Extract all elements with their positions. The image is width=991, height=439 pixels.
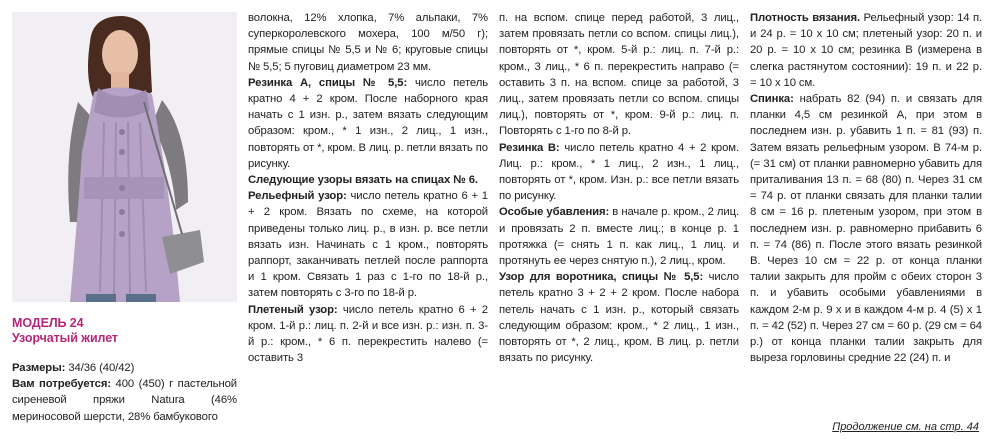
- gauge-paragraph: [750, 10, 982, 91]
- decreases-text: в начале р. кром., 2 лиц. и провязать 2 п. вместе лиц.; в конце р. 1 протяжка (= снять 1 п. как лиц., 1 лиц. и протянуть ее через снятую п.), 2 лиц., кром.: [499, 206, 739, 268]
- decreases-paragraph: [499, 204, 739, 269]
- column-1: [12, 316, 237, 425]
- rib-a-text: число петель кратно 4 + 2 кром. После наборного края начать с 1 изн. р., затем вязать следующим образом: кром., * 1 изн., 2 лиц., 1 изн., повторять от *, кром. В лиц. р. петли вязать по рисунку.: [248, 76, 488, 170]
- relief-text: число петель кратно 6 + 1 + 2 кром. Вязать по схеме, на которой приведены только лиц. р., в изн. р. все петли вязать изн. Начинать с 1 кром., повторять раппорт, заканчивать петлей после раппорта и 1 кром. Связать 1 раз с 1-го по 18-й р., затем повторять с 3-го по 18-й р.: [248, 190, 488, 300]
- rib-a-label: Резинка А, спицы № 5,5:: [248, 76, 408, 89]
- gauge-label: Плотность вязания.: [750, 12, 861, 24]
- column-4: [750, 10, 982, 366]
- collar-text: число петель кратно 3 + 2 + 2 кром. После набора петель начать с 1 изн. р., который связать следующим образом: кром., * 2 лиц., 1 изн., повторять от *, 2 лиц., кром. В лиц. р. петли вязать по рисунку.: [499, 271, 739, 365]
- collar-label: Узор для воротника, спицы № 5,5:: [499, 271, 704, 284]
- sizes-label: Размеры:: [12, 362, 66, 374]
- gauge-text: Рельефный узор: 14 п. и 24 р. = 10 x 10 см; плетеный узор: 20 п. и 20 р. = 10 x 10 см; резинка В (измерена в слегка растянутом состоянии): 19 п. и 22 р. = 10 x 10 см.: [750, 12, 982, 89]
- decreases-label: Особые убавления:: [499, 206, 610, 219]
- next-patterns-label: Следующие узоры вязать на спицах № 6.: [248, 174, 478, 187]
- braid-continued: п. на вспом. спице перед работой, 3 лиц., затем провязать петли со вспом. спицы лиц.), повторять от *, кром. 5-й р.: лиц. п. 7-й р.: кром., 3 лиц., * 6 п. перекрестить направо (= оставить 3 п. на вспом. спице за работой, 3 лиц., затем провязать петли со вспом. спицы лиц.), повторять от *, кром. 9-й р.: лиц. п. Повторять с 1-го по 8-й р.: [499, 12, 739, 138]
- rib-b-label: Резинка В:: [499, 141, 560, 154]
- model-photo: [12, 12, 237, 302]
- collar-paragraph: [499, 269, 739, 366]
- rib-a-paragraph: [248, 75, 488, 172]
- braid-text: число петель кратно 6 + 2 кром. 1-й р.: лиц. п. 2-й и все изн. р.: изн. п. 3-й р.: кром., * 6 п. перекрестить налево (= оставить 3: [248, 303, 488, 365]
- back-paragraph: [750, 91, 982, 366]
- column-3: [499, 10, 739, 366]
- relief-label: Рельефный узор:: [248, 190, 347, 203]
- braid-paragraph: [248, 302, 488, 367]
- model-photo-illustration: [12, 12, 237, 302]
- continued-link[interactable]: Продолжение см. на стр. 44: [832, 421, 979, 433]
- model-title: МОДЕЛЬ 24: [12, 316, 84, 330]
- rib-b-text: число петель кратно 4 + 2 кром. Лиц. р.: кром., * 1 лиц., 2 изн., 1 лиц., повторять от *, кром. Изн. р.: все петли вязать по рисунку.: [499, 141, 739, 203]
- materials-paragraph: [12, 376, 237, 425]
- materials-label: Вам потребуется:: [12, 378, 111, 391]
- relief-paragraph: [248, 188, 488, 301]
- back-label: Спинка:: [750, 93, 794, 106]
- sizes-value: 34/36 (40/42): [65, 362, 135, 374]
- sizes-paragraph: [12, 360, 237, 376]
- next-patterns-paragraph: [248, 172, 488, 188]
- column-2: [248, 10, 488, 366]
- materials-continued: волокна, 12% хлопка, 7% альпаки, 7% суперкоролевского мохера, 100 м/50 г); прямые спицы № 5,5 и № 6; круговые спицы № 5,5; 5 пуговиц диаметром 23 мм.: [248, 12, 488, 73]
- braid-label: Плетеный узор:: [248, 303, 338, 316]
- back-text: набрать 82 (94) п. и связать для планки 4,5 см резинкой А, при этом в последнем изн. р. убавить 1 п. = 81 (93) п. Затем вязать рельефным узором. В 74-м р. (= 31 см) от планки равномерно убавить для приталивания 13 п. = 68 (80) п. Через 31 см = 74 р. от планки связать для планки талии 8 см = 16 р. плетеным узором, при этом в последнем изн. р. равномерно прибавить 6 п. = 74 (86) п. После этого вязать резинкой В. Через 10 см = 22 р. от конца планки талии закрыть для пройм с обеих сторон 3 п. и убавить особыми убавлениями в каждом 2-м р. 9 x и в каждом 4-м р. 4 (5) x 1 п. = 42 (52) п. Через 27 см = 60 р. (29 см = 64 р.) от конца планки талии закрыть для выреза горловины средние 22 (24) п. и: [750, 93, 982, 365]
- rib-b-paragraph: [499, 140, 739, 205]
- model-subtitle: Узорчатый жилет: [12, 331, 118, 345]
- materials-text: 400 (450) г пастельной сиреневой пряжи Natura (46% мериносовой шерсти, 28% бамбукового: [12, 378, 237, 423]
